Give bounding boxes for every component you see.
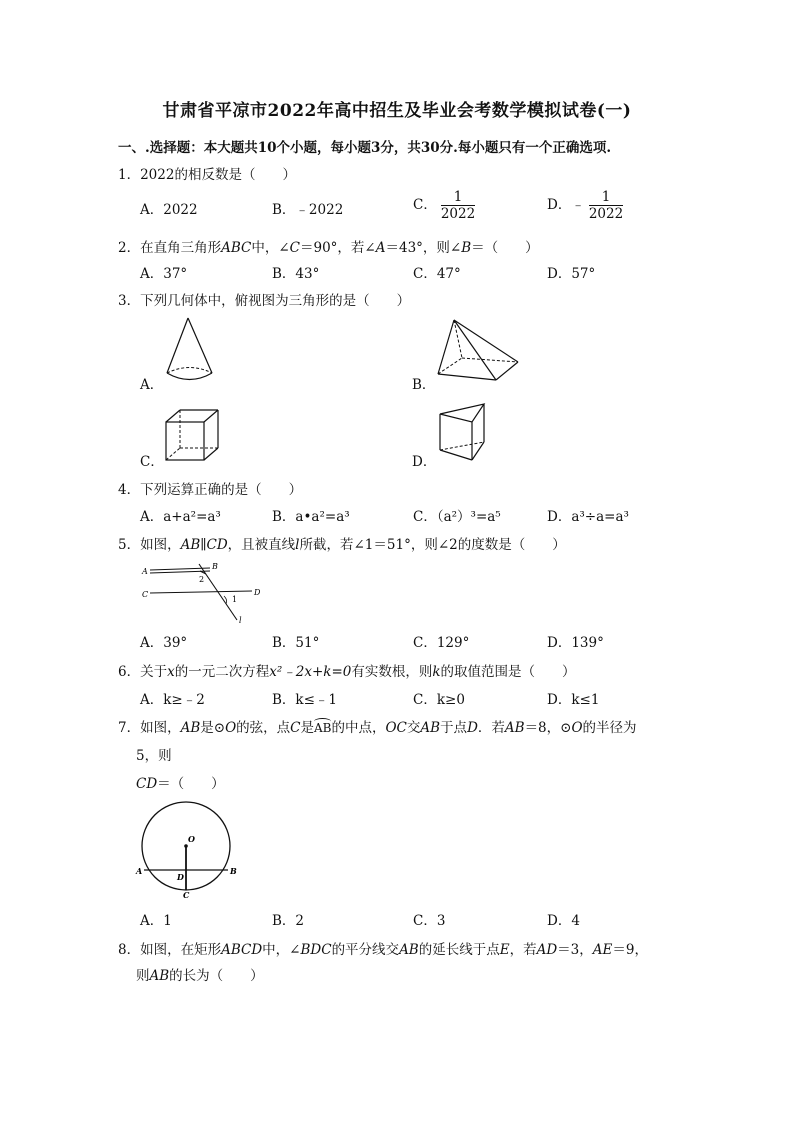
q1-c-numerator: 1: [441, 189, 475, 206]
question-6-stem: [118, 660, 576, 680]
q1-option-d-label: D．﹣: [547, 197, 585, 213]
q7-text: 的弦，点: [236, 720, 291, 736]
q6-option-a: A．k≥﹣2: [140, 692, 205, 708]
q6-var-x: x: [167, 664, 175, 680]
q5-var-ab: AB: [180, 537, 201, 553]
q5-text: 所截，若∠1＝51°，则∠2的度数是（ ）: [299, 537, 566, 553]
q1-option-b: B．﹣2022: [272, 202, 344, 218]
q1-c-denominator: 2022: [440, 206, 476, 222]
q7-text: 的中点，: [331, 720, 386, 736]
q3-option-a: A．: [140, 377, 164, 393]
fig5-label-l: l: [239, 616, 242, 625]
q1-option-c: [413, 189, 475, 222]
q7-text: 7．如图，: [118, 720, 181, 736]
q3-option-b: B．: [412, 377, 436, 393]
cube-figure: [164, 408, 220, 464]
q1-option-c-fraction: [441, 189, 475, 222]
q1-option-a: A．2022: [140, 202, 198, 218]
q5-parallel-symbol: ∥: [200, 537, 207, 553]
parallel-lines-figure: [140, 560, 270, 626]
question-2-stem: [118, 236, 539, 256]
circle-chord-figure: [136, 800, 240, 900]
fig5-angle-2: 2: [199, 575, 205, 584]
question-5-stem: [118, 533, 566, 553]
q8-text: ＝3，: [557, 942, 593, 958]
q7-option-d: D．4: [547, 913, 580, 929]
q3-option-d: D．: [412, 454, 437, 470]
q5-var-cd: CD: [206, 537, 228, 553]
fig5-angle-1: 1: [232, 595, 238, 604]
q7-text: 的半径为: [582, 720, 637, 736]
q7-option-a: A．1: [140, 913, 172, 929]
q5-text: ，且被直线: [227, 537, 296, 553]
q2-text: ＝（ ）: [471, 240, 539, 256]
q7-var-o: O: [571, 720, 583, 736]
q8-text: 中，∠: [262, 942, 301, 958]
question-7-line3: [136, 772, 225, 792]
q2-option-b: B．43°: [272, 266, 320, 282]
q6-var-k: k: [432, 664, 441, 680]
fig7-label-a: A: [136, 866, 143, 876]
question-7-stem: [118, 716, 637, 736]
fig5-label-b: B: [212, 562, 218, 571]
q8-text: ，若: [509, 942, 537, 958]
q4-option-d: D．a³÷a=a³: [547, 509, 629, 525]
q8-text: 的延长线于点: [418, 942, 500, 958]
q5-var-l: l: [295, 537, 300, 553]
q8-text: ＝9，: [612, 942, 648, 958]
q7-var-ab: AB: [420, 720, 441, 736]
exam-title: 甘肃省平凉市2022年高中招生及毕业会考数学模拟试卷(一): [162, 101, 632, 121]
q7-var-o: O: [225, 720, 237, 736]
q8-var-ab: AB: [399, 942, 419, 958]
q4-option-b: B．a•a²=a³: [272, 509, 350, 525]
q8-text: 的平分线交: [331, 942, 400, 958]
q6-equation: x²﹣2x+k=0: [269, 664, 352, 680]
q7-var-cd: CD: [136, 776, 158, 792]
q7-var-oc: OC: [385, 720, 407, 736]
q7-var-ab: AB: [180, 720, 201, 736]
q8-var-bdc: BDC: [300, 942, 332, 958]
q2-option-d: D．57°: [547, 266, 596, 282]
q2-var-b: B: [461, 240, 472, 256]
q8-text: 则: [136, 968, 150, 984]
q5-option-c: C．129°: [413, 635, 470, 651]
q7-option-b: B．2: [272, 913, 305, 929]
q3-option-c: C．: [140, 454, 164, 470]
q2-var-abc: ABC: [221, 240, 252, 256]
q7-text: 是⊙: [200, 720, 226, 736]
fig7-label-d: D: [177, 872, 184, 882]
fig5-label-d: D: [254, 588, 261, 597]
q5-option-a: A．39°: [140, 635, 188, 651]
question-7-line2: 5，则: [136, 748, 172, 764]
q7-text: ＝（ ）: [157, 776, 225, 792]
section-heading: 一、.选择题：本大题共10个小题，每小题3分，共30分.每小题只有一个正确选项.: [118, 140, 612, 156]
q2-option-c: C．47°: [413, 266, 461, 282]
fig5-label-c: C: [142, 590, 149, 599]
question-4-stem: 4．下列运算正确的是（ ）: [118, 482, 303, 498]
question-8-stem: [118, 938, 648, 958]
q6-text: 6．关于: [118, 664, 168, 680]
q1-option-c-label: C．: [413, 197, 437, 213]
q6-option-d: D．k≤1: [547, 692, 600, 708]
q8-var-ab: AB: [149, 968, 170, 984]
pyramid-figure: [432, 318, 524, 386]
q2-option-a: A．37°: [140, 266, 188, 282]
q6-text: 的一元二次方程: [174, 664, 270, 680]
question-8-line2: [136, 964, 264, 984]
q4-option-a: A．a+a²=a³: [140, 509, 221, 525]
fig7-label-b: B: [230, 866, 237, 876]
q2-var-c: C: [289, 240, 300, 256]
q2-text: 2．在直角三角形: [118, 240, 222, 256]
q7-var-d: D: [467, 720, 478, 736]
q7-text: 交: [406, 720, 421, 736]
q8-var-abcd: ABCD: [221, 942, 263, 958]
fig7-label-o: O: [188, 834, 195, 844]
q5-option-b: B．51°: [272, 635, 320, 651]
fig7-label-c: C: [183, 890, 190, 900]
question-1-stem: 1．2022的相反数是（ ）: [118, 167, 296, 183]
q8-var-e: E: [499, 942, 510, 958]
q8-text: 的长为（ ）: [169, 968, 264, 984]
q6-text: 的取值范围是（ ）: [440, 664, 576, 680]
q7-var-ab: AB: [504, 720, 525, 736]
q8-text: 8．如图，在矩形: [118, 942, 222, 958]
q5-option-d: D．139°: [547, 635, 604, 651]
q2-text: ＝43°，则∠: [385, 240, 462, 256]
prism-figure: [436, 402, 492, 464]
q6-text: 有实数根，则: [351, 664, 433, 680]
q8-var-ad: AD: [536, 942, 558, 958]
q7-arc-ab: AB: [314, 721, 332, 735]
fig5-label-a: A: [142, 567, 148, 576]
cone-figure: [160, 316, 220, 386]
q7-var-c: C: [290, 720, 301, 736]
q6-option-b: B．k≤﹣1: [272, 692, 338, 708]
q7-option-c: C．3: [413, 913, 446, 929]
q1-d-numerator: 1: [589, 189, 623, 206]
question-3-stem: 3．下列几何体中，俯视图为三角形的是（ ）: [118, 293, 411, 309]
q8-var-ae: AE: [592, 942, 613, 958]
q7-text: ＝8，⊙: [524, 720, 572, 736]
q7-text: ．若: [477, 720, 505, 736]
q2-text: ＝90°，若∠: [300, 240, 376, 256]
q2-var-a: A: [375, 240, 386, 256]
q4-option-c: C．（a²）³=a⁵: [413, 509, 501, 525]
q1-d-denominator: 2022: [588, 206, 624, 222]
q1-option-d: [547, 189, 623, 222]
q7-text: 于点: [440, 720, 468, 736]
q5-text: 5．如图，: [118, 537, 181, 553]
q2-text: 中，∠: [251, 240, 290, 256]
q1-option-d-fraction: [589, 189, 623, 222]
q6-option-c: C．k≥0: [413, 692, 465, 708]
q7-text: 是: [300, 720, 314, 736]
